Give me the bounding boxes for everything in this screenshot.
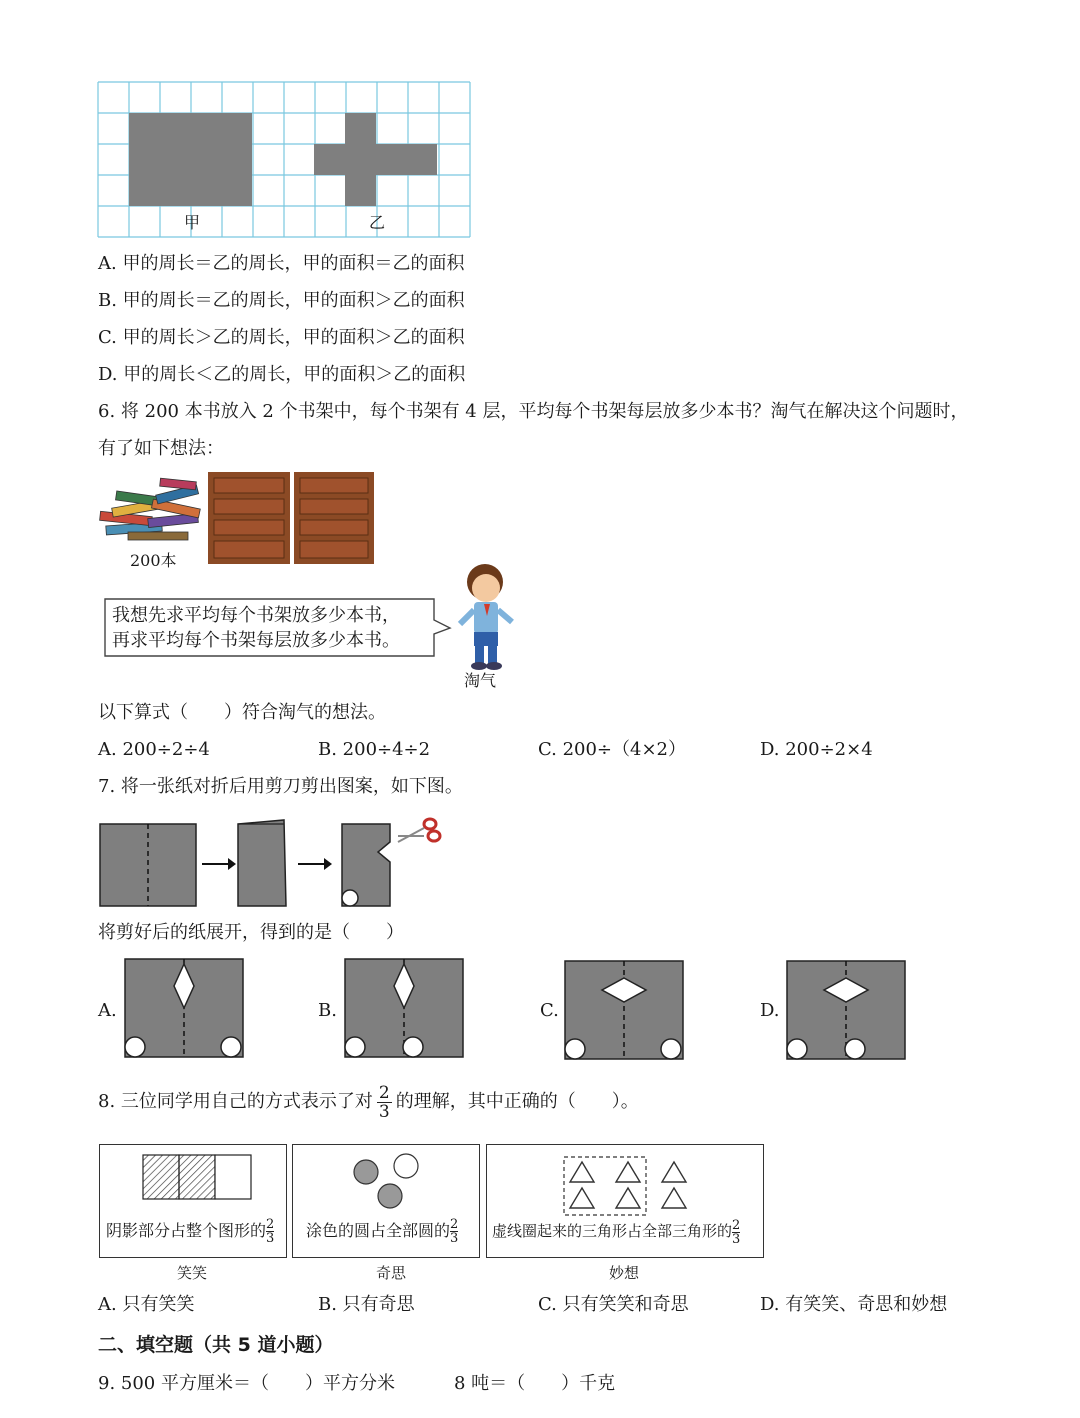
q9-part2: 8 吨＝（ ）千克 [454,1373,616,1394]
q8-option-d[interactable]: D. 有笑笑、奇思和妙想 [760,1294,948,1315]
q5-option-a[interactable]: A. 甲的周长＝乙的周长，甲的面积＝乙的面积 [98,253,465,274]
q6-prompt: 以下算式（ ）符合淘气的想法。 [98,702,386,723]
q8-option-b[interactable]: B. 只有奇思 [318,1294,415,1315]
triangles-figure [562,1154,692,1218]
q7-option-d-figure[interactable] [786,960,906,1060]
bubble-line-2: 再求平均每个书架每层放多少本书。 [112,630,400,651]
character-name: 淘气 [464,671,497,690]
shape-jia [129,113,252,206]
grid-figure [98,82,470,240]
q7-option-label-b[interactable]: B. [318,1000,337,1021]
q6-option-a[interactable]: A. 200÷2÷4 [98,739,210,760]
miaoxiang-text: 虚线圈起来的三角形占全部三角形的 $\frac{2}{3}$ [492,1217,741,1247]
xiaoxiao-text: 阴影部分占整个图形的 $\frac{2}{3}$ [106,1217,275,1246]
q5-option-d[interactable]: D. 甲的周长＜乙的周长，甲的面积＞乙的面积 [98,364,466,385]
q7-option-c-figure[interactable] [564,960,684,1060]
q7-option-label-a[interactable]: A. [98,1000,117,1021]
shape-label-yi: 乙 [369,213,386,232]
books-pile-image [98,476,206,546]
q7-prompt: 将剪好后的纸展开，得到的是（ ） [98,922,404,943]
q5-option-b[interactable]: B. 甲的周长＝乙的周长，甲的面积＞乙的面积 [98,290,465,311]
circles-figure [350,1152,424,1214]
taoqi-character-image [450,562,520,674]
hatched-rectangle [142,1154,252,1200]
bookshelf-2 [294,472,374,564]
q7-option-label-d[interactable]: D. [760,1000,780,1021]
q8-option-a[interactable]: A. 只有笑笑 [98,1294,195,1315]
miaoxiang-name: 妙想 [609,1264,640,1282]
q6-option-d[interactable]: D. 200÷2×4 [760,739,873,760]
bookshelf-1 [208,472,290,564]
shape-yi [314,113,437,206]
section-title: 二、填空题（共 5 道小题） [98,1334,334,1356]
q9-part1: 9. 500 平方厘米＝（ ）平方分米 [98,1373,395,1394]
books-label: 200本 [130,551,177,570]
q8-option-c[interactable]: C. 只有笑笑和奇思 [538,1294,689,1315]
q6-stem-line1: 6. 将 200 本书放入 2 个书架中，每个书架有 4 层，平均每个书架每层放多少本书？淘气在解决这个问题时， [98,401,969,422]
bubble-line-1: 我想先求平均每个书架放多少本书， [112,605,400,626]
q8-stem-after: 的理解，其中正确的（ ）。 [395,1091,639,1112]
q7-stem: 7. 将一张纸对折后用剪刀剪出图案，如下图。 [98,776,463,797]
q7-option-a-figure[interactable] [124,958,244,1058]
folding-sequence [98,812,448,910]
q8-stem-before: 8. 三位同学用自己的方式表示了对 [98,1091,373,1112]
qisi-name: 奇思 [376,1264,407,1282]
q8-fraction: $\frac{2}{3}$ [378,1082,390,1122]
miaoxiang-fraction: $\frac{2}{3}$ [732,1217,741,1247]
q6-option-b[interactable]: B. 200÷4÷2 [318,739,431,760]
q6-option-c[interactable]: C. 200÷（4×2） [538,739,686,760]
xiaoxiao-name: 笑笑 [177,1264,208,1282]
shape-label-jia: 甲 [184,213,201,232]
q7-option-label-c[interactable]: C. [540,1000,559,1021]
qisi-text: 涂色的圆占全部圆的 $\frac{2}{3}$ [306,1217,459,1246]
xiaoxiao-fraction: $\frac{2}{3}$ [266,1217,275,1246]
q7-option-b-figure[interactable] [344,958,464,1058]
q6-stem-line2: 有了如下想法： [98,438,224,459]
q8-stem [98,1080,639,1124]
q5-option-c[interactable]: C. 甲的周长＞乙的周长，甲的面积＞乙的面积 [98,327,465,348]
qisi-fraction: $\frac{2}{3}$ [450,1217,459,1246]
